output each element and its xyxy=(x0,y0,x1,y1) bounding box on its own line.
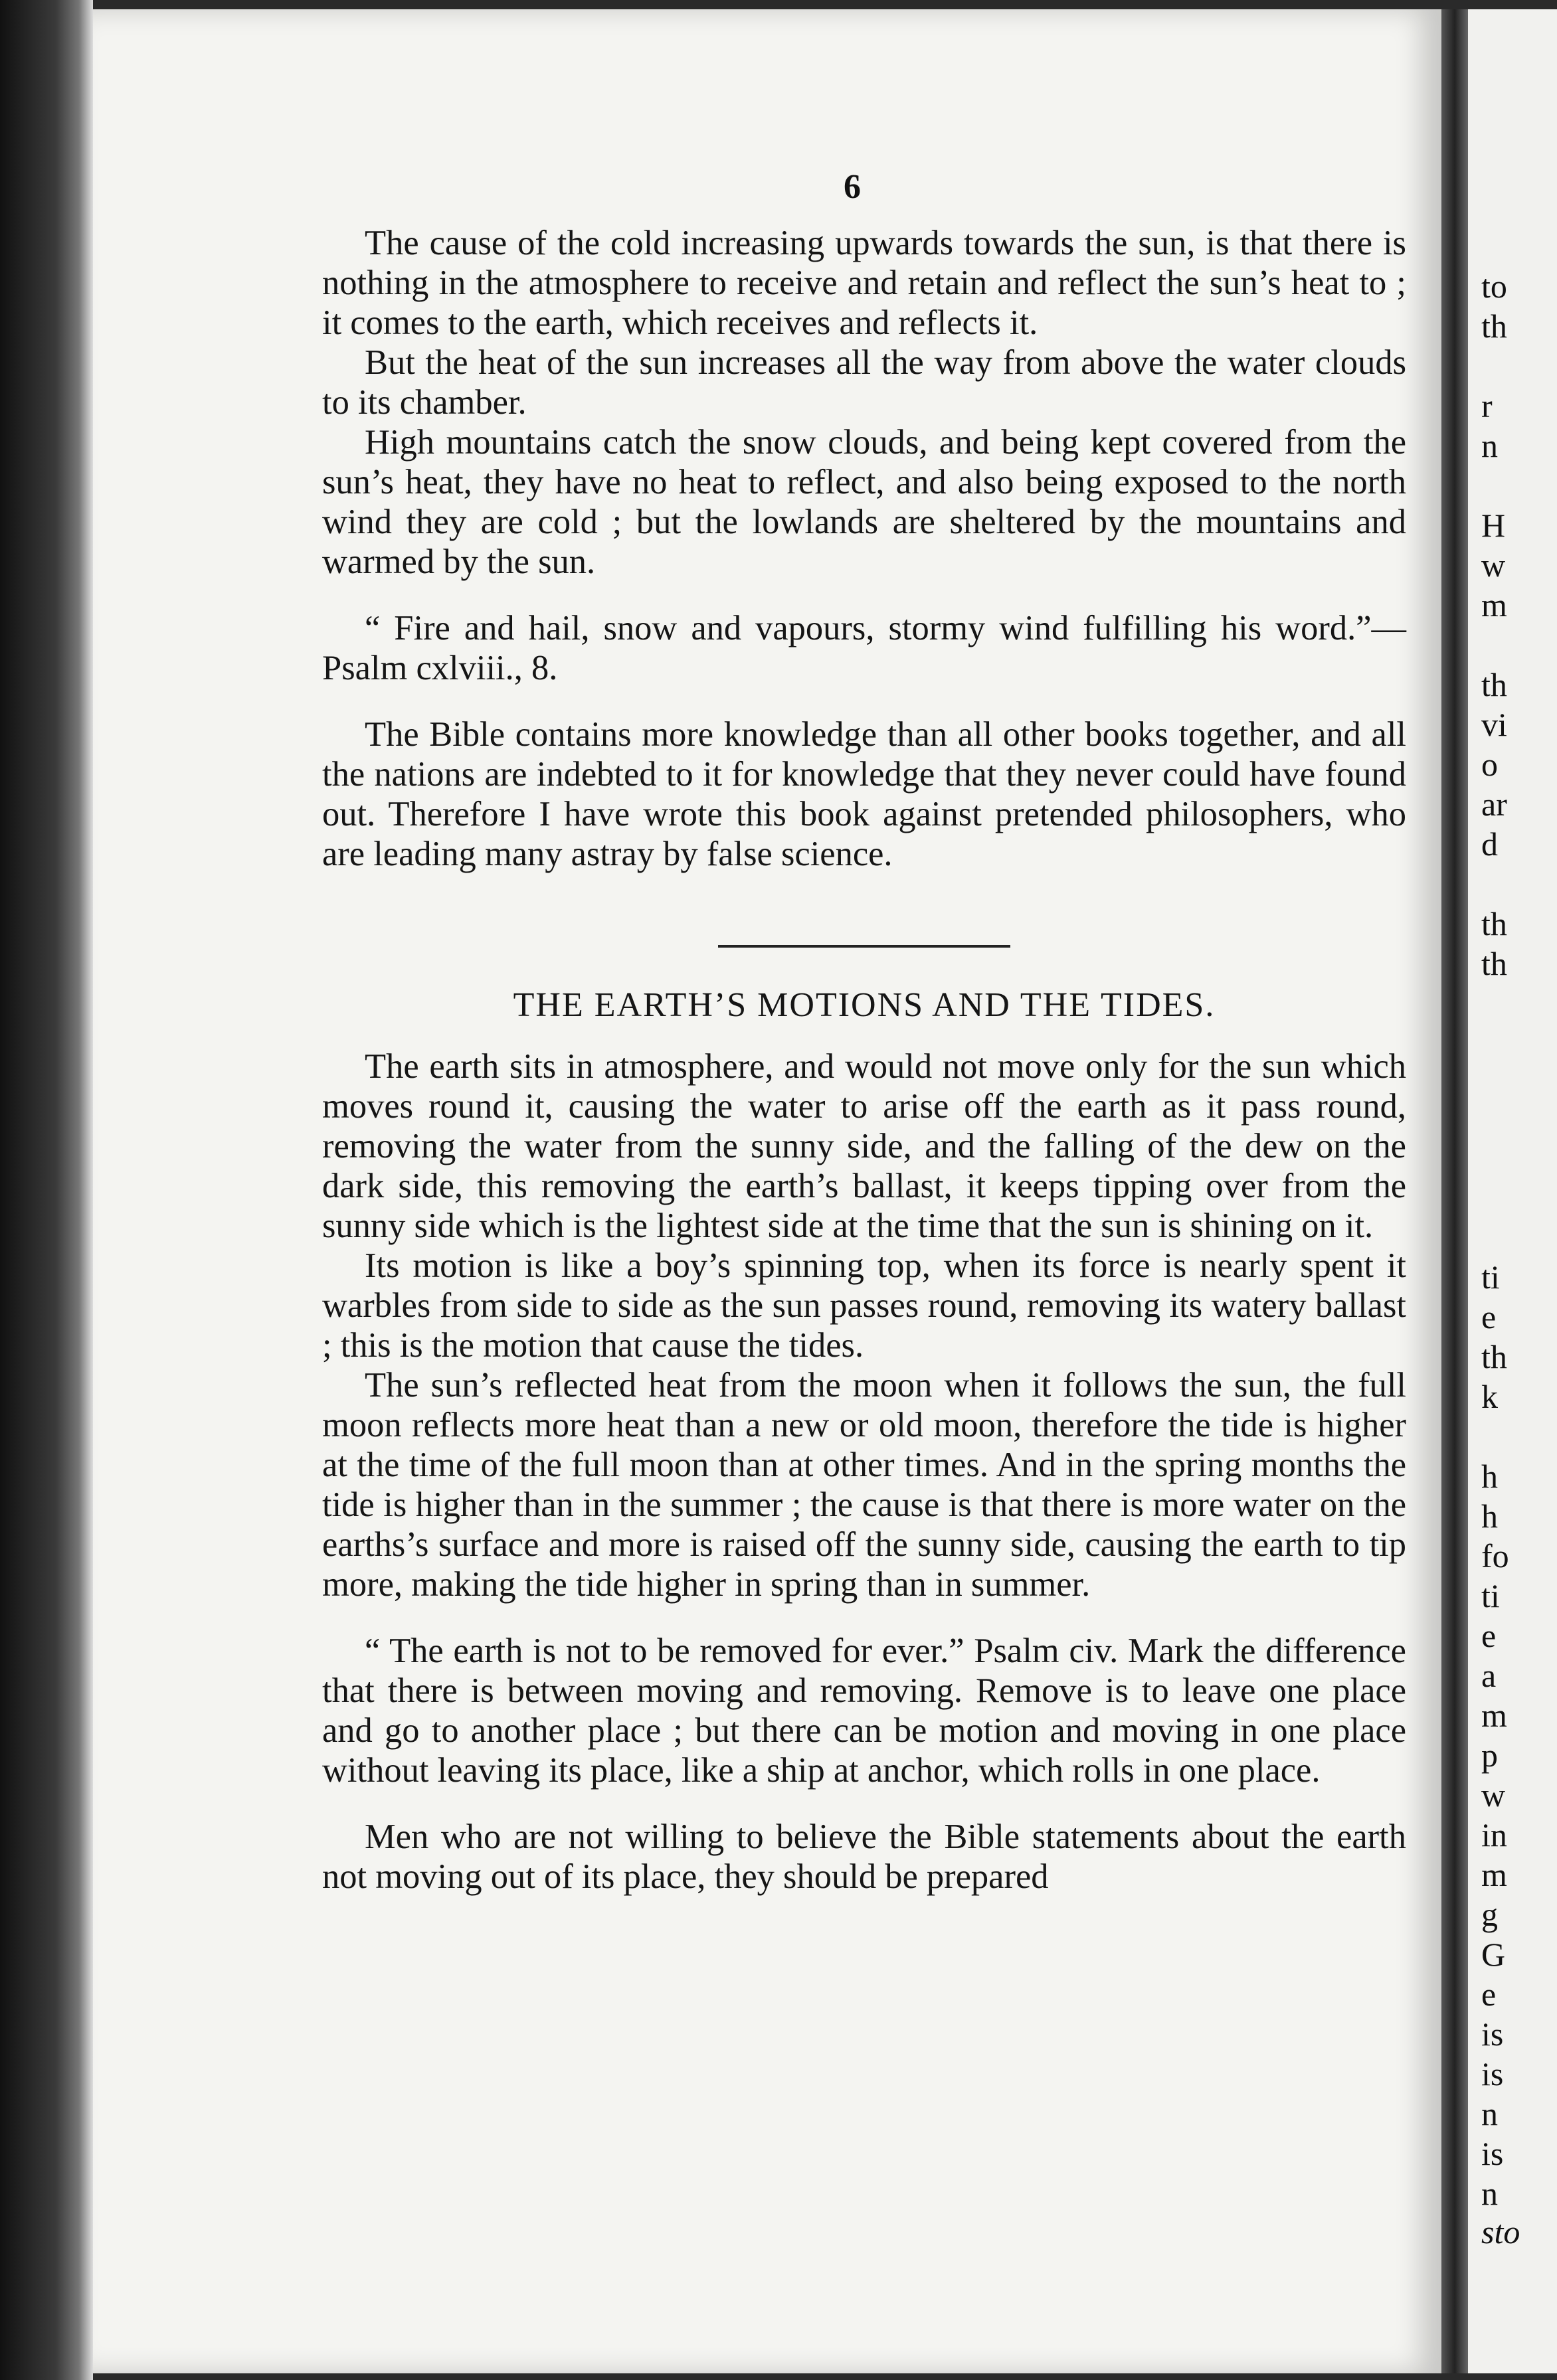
next-page-fragment: th xyxy=(1481,905,1507,942)
paragraph: High mountains catch the snow clouds, and being kept covered from the sun’s heat, they have no heat to reflect, and also being exposed to the north wind they are cold ; but the lowlands are sheltered by the mountains and warmed by the sun. xyxy=(322,423,1406,581)
next-page-fragment: is xyxy=(1481,2055,1504,2092)
paragraph: The Bible contains more knowledge than all other books together, and all the nations are indebted to it for knowledge that they never could have found out. Therefore I have wrote this book against pretended philosophers, who are leading many astray by false science. xyxy=(322,715,1406,873)
next-page-fragment: o xyxy=(1481,746,1498,783)
next-page-fragment: ar xyxy=(1481,786,1507,823)
next-page-fragment: n xyxy=(1481,2095,1498,2132)
next-page-fragment: m xyxy=(1481,1856,1507,1893)
paragraph: The cause of the cold increasing upwards towards the sun, is that there is nothing in the atmosphere to receive and retain and reflect the sun’s heat to ; it comes to the earth, which receives and reflects it. xyxy=(322,224,1406,342)
next-page-fragment: to xyxy=(1481,268,1507,305)
next-page-fragment: h xyxy=(1481,1458,1498,1495)
next-page-fragment: r xyxy=(1481,387,1493,424)
next-page-fragment: th xyxy=(1481,307,1507,345)
page-gutter xyxy=(1441,9,1468,2373)
next-page-fragment: d xyxy=(1481,825,1498,863)
next-page-fragment: h xyxy=(1481,1497,1498,1535)
next-page-fragment: is xyxy=(1481,2135,1504,2172)
next-page-fragment: G xyxy=(1481,1936,1506,1973)
next-page-fragment: ti xyxy=(1481,1577,1500,1614)
next-page-fragment: fo xyxy=(1481,1537,1509,1574)
next-page-fragment: g xyxy=(1481,1896,1498,1933)
next-page-fragment: n xyxy=(1481,2175,1498,2212)
paragraph: The sun’s reflected heat from the moon when it follows the sun, the full moon reflects more heat than a new or old moon, therefore the tide is higher at the time of the full moon than at other times. And in the spring months the tide is higher than in the summer ; the cause is that there is more water on the earths’s surface and more is raised off the sunny side, causing the earth to tip more, making the tide higher in spring than in summer. xyxy=(322,1366,1406,1604)
page-body xyxy=(322,223,1406,1897)
next-page-fragment: e xyxy=(1481,1976,1497,2013)
divider-rule xyxy=(718,945,1010,948)
left-binding-edge xyxy=(0,0,93,2380)
next-page-fragment: w xyxy=(1481,547,1506,584)
next-page-fragment: m xyxy=(1481,586,1507,624)
next-page-fragment: m xyxy=(1481,1697,1507,1734)
next-page-fragment: ti xyxy=(1481,1258,1500,1296)
next-page-fragment: th xyxy=(1481,666,1507,703)
paragraph: Men who are not willing to believe the Bible statements about the earth not moving out of its place, they should be prepared xyxy=(322,1818,1406,1896)
paragraph: Its motion is like a boy’s spinning top, when its force is nearly spent it warbles from side to side as the sun passes round, removing its watery ballast ; this is the motion that cause the tides. xyxy=(322,1246,1406,1365)
scripture-quote: “ The earth is not to be removed for ever.” Psalm civ. Mark the difference that there is between moving and removing. Remove is to leave one place and go to another place ; but there can be motion and moving in one place without leaving its place, like a ship at anchor, which rolls in one place. xyxy=(322,1632,1406,1790)
next-page-fragment: n xyxy=(1481,427,1498,464)
page-number: 6 xyxy=(844,168,861,206)
next-page-fragment: e xyxy=(1481,1617,1497,1654)
next-page-fragment: sto xyxy=(1481,2213,1520,2251)
next-page-fragment: p xyxy=(1481,1737,1498,1774)
paragraph: But the heat of the sun increases all the way from above the water clouds to its chamber. xyxy=(322,343,1406,422)
next-page-fragment: in xyxy=(1481,1816,1507,1853)
next-page-fragment: H xyxy=(1481,507,1506,544)
paragraph: The earth sits in atmosphere, and would not move only for the sun which moves round it, causing the water to arise off the earth as it pass round, removing the water from the sunny side, and the falling of the dew on the dark side, this removing the earth’s ballast, it keeps tipping over from the sunny side which is the lightest side at the time that the sun is shining on it. xyxy=(322,1047,1406,1245)
next-page-edge xyxy=(1468,9,1557,2373)
next-page-fragment: e xyxy=(1481,1298,1497,1335)
section-heading: THE EARTH’S MOTIONS AND THE TIDES. xyxy=(513,986,1216,1024)
next-page-fragment: vi xyxy=(1481,706,1507,743)
next-page-fragment: is xyxy=(1481,2015,1504,2053)
next-page-fragment: th xyxy=(1481,945,1507,982)
next-page-fragment: th xyxy=(1481,1338,1507,1375)
scripture-quote: “ Fire and hail, snow and vapours, stormy wind fulfilling his word.”—Psalm cxlviii., 8. xyxy=(322,609,1406,687)
next-page-fragment: w xyxy=(1481,1776,1506,1814)
section-divider xyxy=(322,916,1406,956)
next-page-fragment: a xyxy=(1481,1657,1497,1694)
next-page-fragment: k xyxy=(1481,1378,1498,1415)
